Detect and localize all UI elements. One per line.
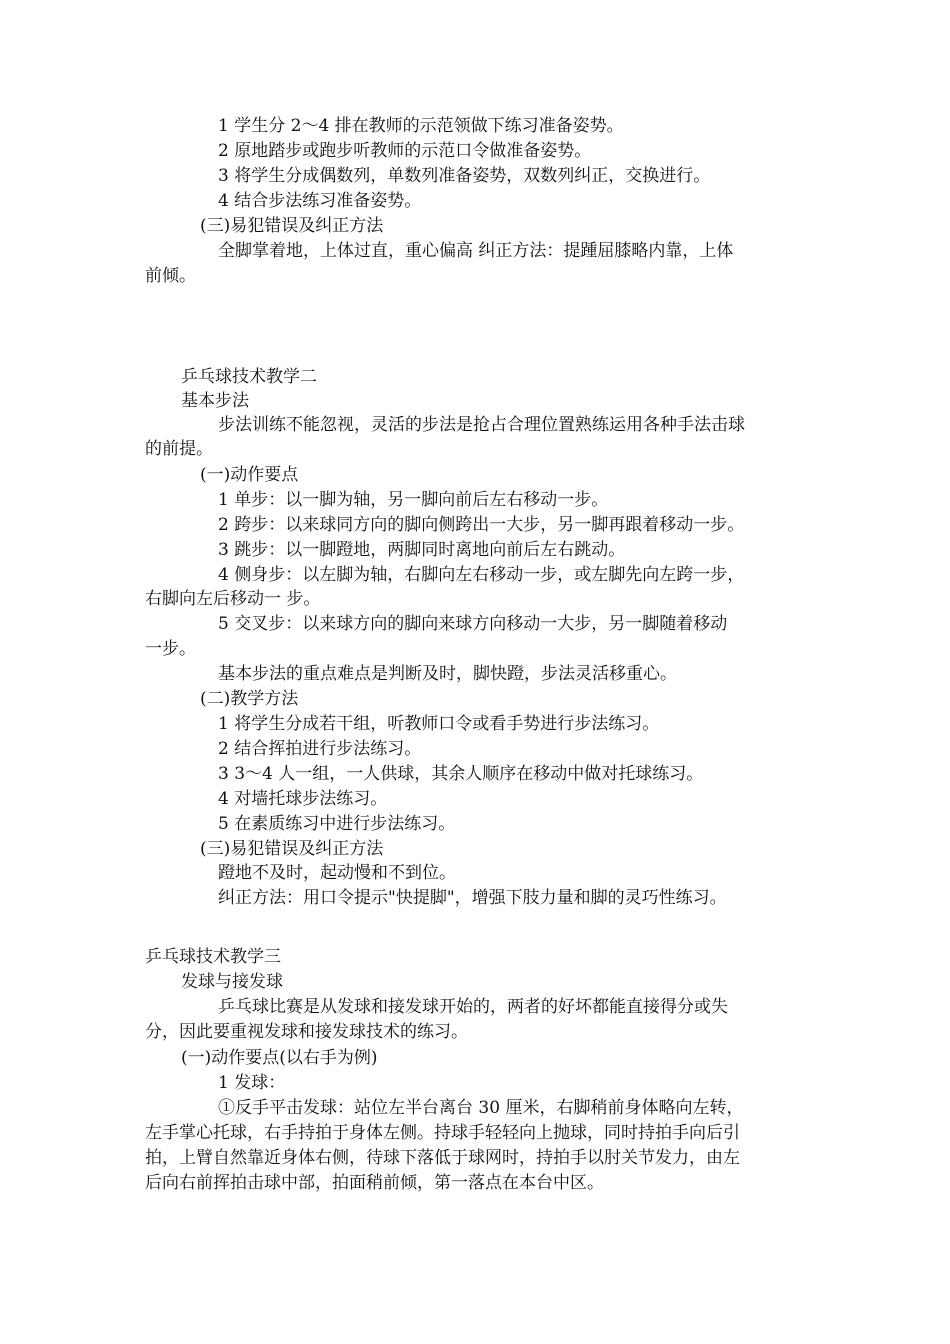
errors-text: 全脚掌着地，上体过直，重心偏高 纠正方法：提踵屈膝略内靠，上体 bbox=[218, 241, 734, 261]
errors-text: 蹬地不及时，起动慢和不到位。 bbox=[218, 863, 456, 883]
key-point: 基本步法的重点难点是判断及时，脚快蹬，步法灵活移重心。 bbox=[218, 664, 677, 684]
correction-text: 纠正方法：用口令提示"快提脚"，增强下肢力量和脚的灵巧性练习。 bbox=[218, 888, 727, 908]
method-item-2: 2 结合挥拍进行步法练习。 bbox=[218, 739, 422, 759]
methods-heading: (二)教学方法 bbox=[200, 689, 299, 709]
intro-paragraph-continued: 分，因此要重视发球和接发球技术的练习。 bbox=[145, 1022, 468, 1042]
method-item-5: 5 在素质练习中进行步法练习。 bbox=[218, 814, 456, 834]
serve-text: ①反手平击发球：站位左半台离台 30 厘米，右脚稍前身体略向左转， bbox=[218, 1098, 744, 1118]
errors-heading: (三)易犯错误及纠正方法 bbox=[200, 839, 384, 859]
method-item-3: 3 3～4 人一组，一人供球，其余人顺序在移动中做对托球练习。 bbox=[218, 764, 704, 784]
point-item-1: 1 单步：以一脚为轴，另一脚向前后左右移动一步。 bbox=[218, 490, 609, 510]
serve-text-line-3: 拍，上臂自然靠近身体右侧，待球下落低于球网时，持拍手以肘关节发力，由左 bbox=[145, 1148, 740, 1168]
point-item-2: 2 跨步：以来球同方向的脚向侧跨出一大步，另一脚再跟着移动一步。 bbox=[218, 515, 745, 535]
intro-paragraph: 步法训练不能忽视，灵活的步法是抢占合理位置熟练运用各种手法击球 bbox=[218, 415, 745, 435]
point-item-4-continued: 右脚向左后移动一 步。 bbox=[145, 589, 321, 609]
practice-step-2: 2 原地踏步或跑步听教师的示范口令做准备姿势。 bbox=[218, 141, 592, 161]
practice-step-3: 3 将学生分成偶数列，单数列准备姿势，双数列纠正，交换进行。 bbox=[218, 166, 711, 186]
method-item-4: 4 对墙托球步法练习。 bbox=[218, 789, 388, 809]
point-item-5: 5 交叉步：以来球方向的脚向来球方向移动一大步，另一脚随着移动 bbox=[218, 614, 728, 634]
errors-heading: (三)易犯错误及纠正方法 bbox=[200, 216, 384, 236]
practice-step-1: 1 学生分 2～4 排在教师的示范领做下练习准备姿势。 bbox=[218, 116, 624, 136]
point-item-3: 3 跳步：以一脚蹬地，两脚同时离地向前后左右跳动。 bbox=[218, 540, 626, 560]
section-subtitle: 基本步法 bbox=[181, 391, 249, 411]
intro-paragraph: 乒乓球比赛是从发球和接发球开始的，两者的好坏都能直接得分或失 bbox=[218, 997, 728, 1017]
serve-text-line-4: 后向右前挥拍击球中部，拍面稍前倾，第一落点在本台中区。 bbox=[145, 1173, 604, 1193]
point-item-5-continued: 一步。 bbox=[145, 639, 196, 659]
points-heading: (一)动作要点(以右手为例) bbox=[181, 1048, 378, 1068]
errors-text-continued: 前倾。 bbox=[145, 266, 196, 286]
point-item-4: 4 侧身步：以左脚为轴，右脚向左右移动一步，或左脚先向左跨一步， bbox=[218, 565, 745, 585]
method-item-1: 1 将学生分成若干组，听教师口令或看手势进行步法练习。 bbox=[218, 714, 660, 734]
section-title: 乒乓球技术教学二 bbox=[181, 367, 317, 387]
section-title: 乒乓球技术教学三 bbox=[145, 947, 281, 967]
points-heading: (一)动作要点 bbox=[200, 465, 299, 485]
serve-label: 1 发球： bbox=[218, 1073, 286, 1093]
section-subtitle: 发球与接发球 bbox=[181, 972, 283, 992]
intro-paragraph-continued: 的前提。 bbox=[145, 439, 213, 459]
serve-text-line-2: 左手掌心托球，右手持拍于身体左侧。持球手轻轻向上抛球，同时持拍手向后引 bbox=[145, 1123, 740, 1143]
practice-step-4: 4 结合步法练习准备姿势。 bbox=[218, 191, 422, 211]
